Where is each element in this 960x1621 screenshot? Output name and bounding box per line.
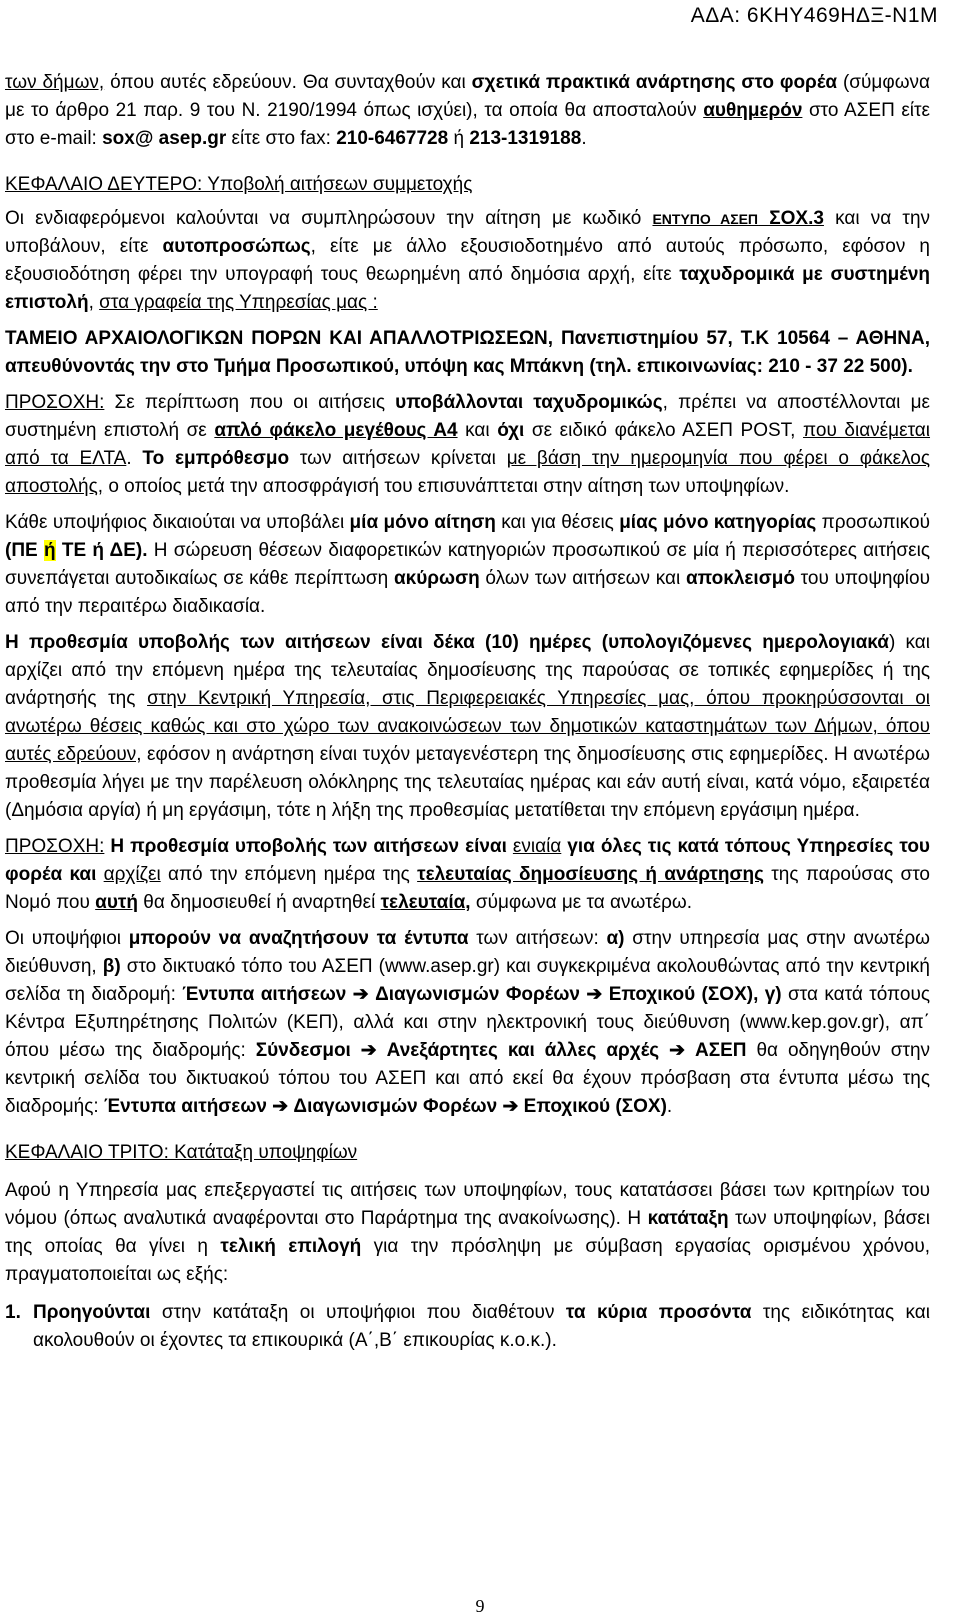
arrow-right-icon: ➔ — [272, 1096, 289, 1117]
text: . — [581, 128, 587, 149]
text: ακύρωση — [393, 568, 480, 589]
paragraph-single-application — [5, 509, 930, 621]
text: τελευταίας δημοσίευσης ή ανάρτησης — [417, 864, 765, 885]
form-code: ΕΝΤΥΠΟ ΑΣΕΠ — [652, 211, 759, 227]
text: αρχίζει — [103, 864, 161, 885]
text: θα δημοσιευθεί ή αναρτηθεί — [138, 892, 381, 913]
text: υποβάλλονται ταχυδρομικώς — [395, 392, 663, 413]
text: των αιτήσεων: — [468, 928, 607, 949]
text: εφόσον η ανάρτηση είναι τυχόν μεταγενέστερη της δημοσίευσης στις εφημερίδες. Η ανωτέρω προθεσμία λήγει με την παρέλευση ολόκληρης της τελευταίας ημέρας και εάν αυτή είναι, κατά νόμο, εξαιρετέα (Δημόσια αργία) ή μη εργάσιμη, τότε η λήξη της προθεσμίας μετατίθεται την επόμενη εργάσιμη ημέρα. — [5, 744, 930, 821]
text: Η προθεσμία υποβολής των αιτήσεων είναι — [104, 836, 513, 857]
paragraph-ranking — [5, 1177, 930, 1289]
chapter-three-heading — [5, 1139, 930, 1167]
text: των υποψηφίων, βάσει της οποίας θα γίνει η — [5, 1208, 930, 1257]
text: για την πρόσληψη με σύμβαση εργασίας ορισμένου χρόνου, πραγματοποιείται ως εξής: — [5, 1236, 930, 1285]
text: μπορούν να αναζητήσουν τα έντυπα — [128, 928, 469, 949]
text: Διαγωνισμών Φορέων — [293, 1096, 498, 1117]
form-code: ΣΟΧ.3 — [758, 208, 824, 229]
text: (σύμφωνα με το άρθρο 21 παρ. 9 του Ν. 2190/1994 όπως ισχύει), τα οποία θα αποσταλούν — [5, 72, 931, 121]
text: ΤΕ ή ΔΕ). — [55, 540, 148, 561]
text: ενιαία — [512, 836, 562, 857]
text: Διαγωνισμών Φορέων — [375, 984, 580, 1005]
text: αυτοπροσώπως — [162, 236, 311, 257]
text: τα κύρια προσόντα — [565, 1302, 752, 1323]
text: των δήμων, — [5, 72, 105, 93]
text: ο οποίος μετά την αποσφράγισή του επισυνάπτεται στην αίτηση των υποψηφίων. — [103, 476, 790, 497]
text: κατάταξη — [647, 1208, 729, 1229]
text: μίας μόνο κατηγορίας — [619, 512, 817, 533]
paragraph-address — [5, 325, 930, 381]
text: της παρούσας στο Νομό που — [5, 864, 930, 913]
text: ΑΣΕΠ — [695, 1040, 747, 1061]
text: στα γραφεία της Υπηρεσίας μας : — [99, 292, 378, 313]
list-item-text — [33, 1299, 930, 1355]
chapter-two-heading — [5, 171, 930, 199]
paragraph-attention-deadline — [5, 833, 930, 917]
text: ταχυδρομικά με συστημένη επιστολή — [5, 264, 930, 313]
text: μία μόνο αίτηση — [349, 512, 496, 533]
text: στην Κεντρική Υπηρεσία, στις Περιφερειακές Υπηρεσίες μας, όπου προκηρύσσονται οι ανωτέρω θέσεις καθώς και στο χώρο των ανακοινώσεων των δημοτικών καταστημάτων των Δήμων, όπου αυτές εδρεύουν, — [5, 688, 930, 765]
text: Οι ενδιαφερόμενοι καλούνται να συμπληρώσουν την αίτηση με κωδικό — [5, 208, 653, 229]
text: Έντυπα αιτήσεων — [182, 984, 347, 1005]
text: σε ειδικό φάκελο ΑΣΕΠ POST, — [524, 420, 804, 441]
text: Εποχικού (ΣΟΧ), γ) — [608, 984, 782, 1005]
fax-number: 210-6467728 — [336, 128, 449, 149]
text: όχι — [497, 420, 525, 441]
text: ) και αρχίζει από την επόμενη ημέρα της τελευταίας δημοσίευσης της παρούσας σε τοπικές εφημερίδες ή της ανάρτησής της — [5, 632, 930, 709]
page-number: 9 — [475, 1596, 485, 1616]
arrow-right-icon: ➔ — [502, 1096, 519, 1117]
paragraph-deadline — [5, 629, 930, 825]
text: αποκλεισμό — [685, 568, 795, 589]
text: τελική επιλογή — [220, 1236, 362, 1257]
text: , πρέπει να αποστέλλονται με συστημένη επιστολή σε — [5, 392, 930, 441]
text: ΠΡΟΣΟΧΗ: — [5, 392, 105, 413]
text: β) — [102, 956, 121, 977]
text: στην κατάταξη οι υποψήφιοι που διαθέτουν — [150, 1302, 566, 1323]
text: σχετικά πρακτικά ανάρτησης στο φορέα — [471, 72, 838, 93]
text: Σε περίπτωση που οι αιτήσεις — [104, 392, 396, 413]
text: στο ΑΣΕΠ είτε στο e-mail: — [5, 100, 931, 149]
address-text: ΤΑΜΕΙΟ ΑΡΧΑΙΟΛΟΓΙΚΩΝ ΠΟΡΩΝ ΚΑΙ ΑΠΑΛΛΟΤΡΙΩΣΕΩΝ, Πανεπιστημίου 57, Τ.Κ 10564 – ΑΘΗΝΑ, απευθύνοντάς την στο Τμήμα Προσωπικού, υπόψη κας Μπάκνη (τηλ. επικοινωνίας: 210 - 37 22 500). — [5, 328, 930, 377]
paragraph-posting — [5, 69, 930, 153]
list-item — [5, 1299, 930, 1355]
text: σύμφωνα με τα ανωτέρω. — [470, 892, 692, 913]
text: όλων των αιτήσεων και — [479, 568, 686, 589]
paragraph-attention-postal — [5, 389, 930, 501]
text: του υποψηφίου από την περαιτέρω διαδικασία. — [5, 568, 930, 617]
highlighted-text: ή — [43, 540, 56, 561]
document-body — [5, 69, 930, 1355]
arrow-right-icon: ➔ — [360, 1040, 377, 1061]
text: που διανέμεται από τα ΕΛΤΑ — [5, 420, 931, 469]
text: στα κατά τόπους Κέντρα Εξυπηρέτησης Πολιτών (ΚΕΠ), αλλά και στην ηλεκτρονική τους διεύθυνση (www.kep.gov.gr), απ΄ όπου μέσω της διαδρομής: — [5, 984, 931, 1061]
text: αυτή — [95, 892, 138, 913]
text: , — [88, 292, 100, 313]
text: της ειδικότητας και ακολουθούν οι έχοντες τα επικουρικά (Α΄,Β΄ επικουρίας κ.ο.κ.). — [33, 1302, 931, 1351]
text: των αιτήσεων κρίνεται — [289, 448, 507, 469]
text: τελευταία, — [380, 892, 471, 913]
arrow-right-icon: ➔ — [352, 984, 369, 1005]
text: Η προθεσμία υποβολής των αιτήσεων είναι δέκα (10) ημέρες (υπολογιζόμενες ημερολογιακά — [5, 632, 889, 653]
text: ή — [448, 128, 470, 149]
text: απλό φάκελο μεγέθους Α4 — [214, 420, 458, 441]
paragraph-forms — [5, 925, 930, 1121]
text: για όλες τις κατά τόπους Υπηρεσίες του φορέα και — [5, 836, 930, 885]
text: Η σώρευση θέσεων διαφορετικών κατηγοριών προσωπικού σε μία ή περισσότερες αιτήσεις συνεπάγεται αυτοδικαίως σε κάθε περίπτωση — [5, 540, 931, 589]
text: Οι υποψήφιοι — [5, 928, 129, 949]
text: όπου αυτές εδρεύουν. Θα συνταχθούν και — [104, 72, 472, 93]
text: θα οδηγηθούν στην κεντρική σελίδα του δικτυακού τόπου του ΑΣΕΠ και από εκεί θα έχουν πρόσβαση στα έντυπα μέσω της διαδρομής: — [5, 1040, 931, 1117]
text: Κάθε υποψήφιος δικαιούται να υποβάλει — [5, 512, 350, 533]
ada-header: ΑΔΑ: 6ΚΗΥ469ΗΔΞ-Ν1Μ — [690, 4, 938, 27]
text: , είτε με άλλο εξουσιοδοτημένο από αυτούς πρόσωπο, εφόσον η εξουσιοδότηση φέρει την υπογραφή τους θεωρημένη από δημόσια αρχή, είτε — [5, 236, 931, 285]
heading-text: ΚΕΦΑΛΑΙΟ ΤΡΙΤΟ: Κατάταξη υποψηφίων — [5, 1142, 358, 1163]
text: . — [126, 448, 143, 469]
text: Ανεξάρτητες και άλλες αρχές — [386, 1040, 660, 1061]
text: Σύνδεσμοι — [255, 1040, 351, 1061]
arrow-right-icon: ➔ — [586, 984, 603, 1005]
arrow-right-icon: ➔ — [669, 1040, 686, 1061]
text: και — [457, 420, 498, 441]
heading-text: ΚΕΦΑΛΑΙΟ ΔΕΥΤΕΡΟ: Υποβολή αιτήσεων συμμετοχής — [5, 174, 473, 195]
fax-number: 213-1319188 — [469, 128, 582, 149]
text: με βάση την ημερομηνία που φέρει ο φάκελος αποστολής, — [5, 448, 931, 497]
text: . — [666, 1096, 673, 1117]
text: είτε στο fax: — [226, 128, 337, 149]
list-number: 1. — [5, 1302, 21, 1323]
text: στην υπηρεσία μας στην ανωτέρω διεύθυνση, — [5, 928, 931, 977]
text: Εποχικού (ΣΟΧ) — [523, 1096, 667, 1117]
text: και για θέσεις — [495, 512, 620, 533]
text: α) — [606, 928, 625, 949]
text: (ΠΕ — [5, 540, 44, 561]
text: Αφού η Υπηρεσία μας επεξεργαστεί τις αιτήσεις των υποψηφίων, τους κατατάσσει βάσει των κριτηρίων του νόμου (όπως αναλυτικά αναφέρονται στο Παράρτημα της ανακοίνωσης). Η — [5, 1180, 930, 1229]
text: στο δικτυακό τόπο του ΑΣΕΠ (www.asep.gr) και συγκεκριμένα ακολουθώντας από την κεντρική σελίδα τη διαδρομή: — [5, 956, 930, 1005]
text: προσωπικού — [816, 512, 930, 533]
text: Έντυπα αιτήσεων — [103, 1096, 267, 1117]
text: αυθημερόν — [703, 100, 803, 121]
text: και να την υποβάλουν, είτε — [5, 208, 931, 257]
email-address: sox@ asep.gr — [102, 128, 227, 149]
text: Το εμπρόθεσμο — [142, 448, 290, 469]
text: από την επόμενη ημέρα της — [160, 864, 418, 885]
text: Προηγούνται — [33, 1302, 151, 1323]
paragraph-submission — [5, 205, 930, 317]
text: ΠΡΟΣΟΧΗ: — [5, 836, 105, 857]
